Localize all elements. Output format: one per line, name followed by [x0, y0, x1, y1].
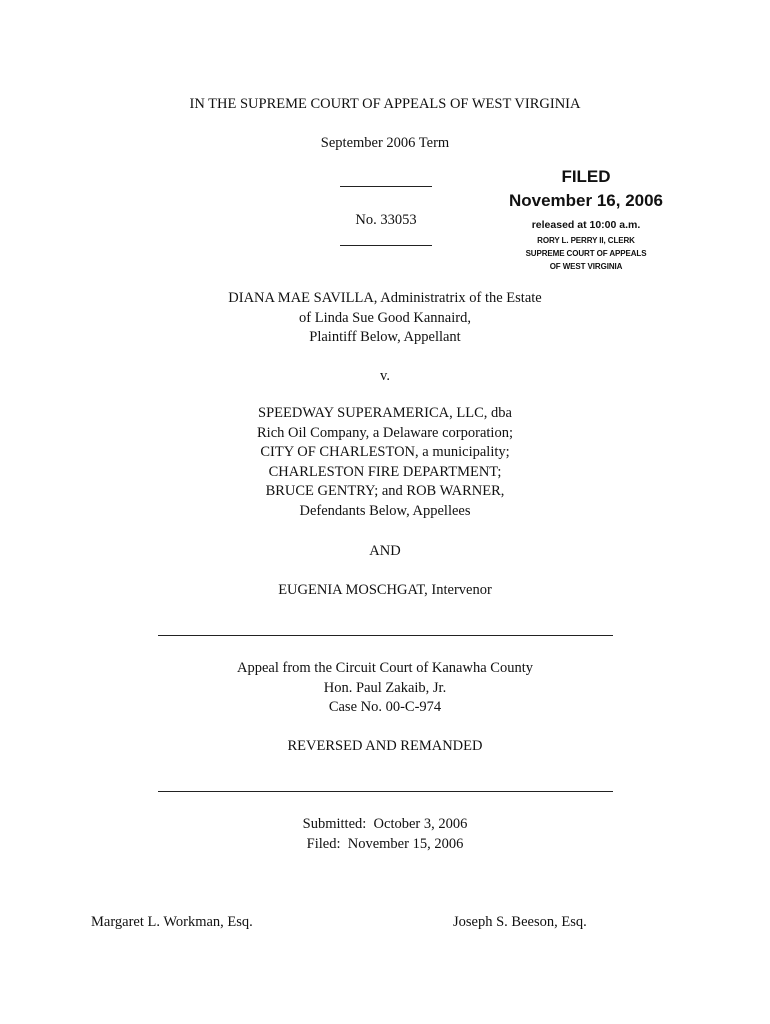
section-divider-1: [158, 635, 613, 636]
defendant-line: Defendants Below, Appellees: [299, 502, 471, 519]
defendants-block: [0, 404, 770, 521]
appeal-line: Hon. Paul Zakaib, Jr.: [323, 679, 447, 696]
stamp-court-line-1: SUPREME COURT OF APPEALS: [525, 249, 647, 258]
defendant-line: Rich Oil Company, a Delaware corporation;: [257, 424, 513, 441]
counsel-right: Joseph S. Beeson, Esq.: [453, 914, 587, 930]
docket-number: No. 33053: [355, 212, 417, 228]
appeal-line: Case No. 00-C-974: [328, 699, 442, 715]
plaintiff-block: [0, 289, 770, 348]
intervenor: EUGENIA MOSCHGAT, Intervenor: [278, 582, 492, 598]
stamp-release-time: released at 10:00 a.m.: [531, 219, 641, 231]
stamp-filed-date: November 16, 2006: [508, 191, 664, 210]
filing-stamp: [498, 166, 674, 273]
filed-date: Filed: November 15, 2006: [306, 835, 464, 852]
conjunction-and: AND: [369, 543, 401, 559]
disposition: REVERSED AND REMANDED: [287, 738, 483, 754]
defendant-line: BRUCE GENTRY; and ROB WARNER,: [265, 483, 505, 499]
defendant-line: SPEEDWAY SUPERAMERICA, LLC, dba: [258, 405, 512, 421]
section-divider-2: [158, 791, 613, 792]
docket-rule-top: [340, 186, 432, 187]
plaintiff-line: DIANA MAE SAVILLA, Administratrix of the Estate: [228, 290, 542, 306]
docket-rule-bottom: [340, 245, 432, 246]
court-title: IN THE SUPREME COURT OF APPEALS OF WEST VIRGINIA: [189, 96, 581, 112]
dates-block: [0, 815, 770, 854]
defendant-line: CITY OF CHARLESTON, a municipality;: [260, 444, 510, 460]
plaintiff-line: Plaintiff Below, Appellant: [309, 329, 461, 345]
appeal-block: [0, 659, 770, 718]
court-term: September 2006 Term: [320, 135, 450, 151]
plaintiff-line: of Linda Sue Good Kannaird,: [299, 309, 471, 326]
versus: v.: [380, 368, 390, 384]
stamp-clerk: RORY L. PERRY II, CLERK: [537, 236, 635, 245]
appeal-line: Appeal from the Circuit Court of Kanawha County: [237, 660, 533, 676]
counsel-left: Margaret L. Workman, Esq.: [91, 914, 253, 930]
stamp-court-line-2: OF WEST VIRGINIA: [549, 262, 623, 271]
stamp-filed-label: FILED: [561, 167, 611, 186]
submitted-date: Submitted: October 3, 2006: [302, 816, 468, 832]
defendant-line: CHARLESTON FIRE DEPARTMENT;: [268, 463, 502, 480]
